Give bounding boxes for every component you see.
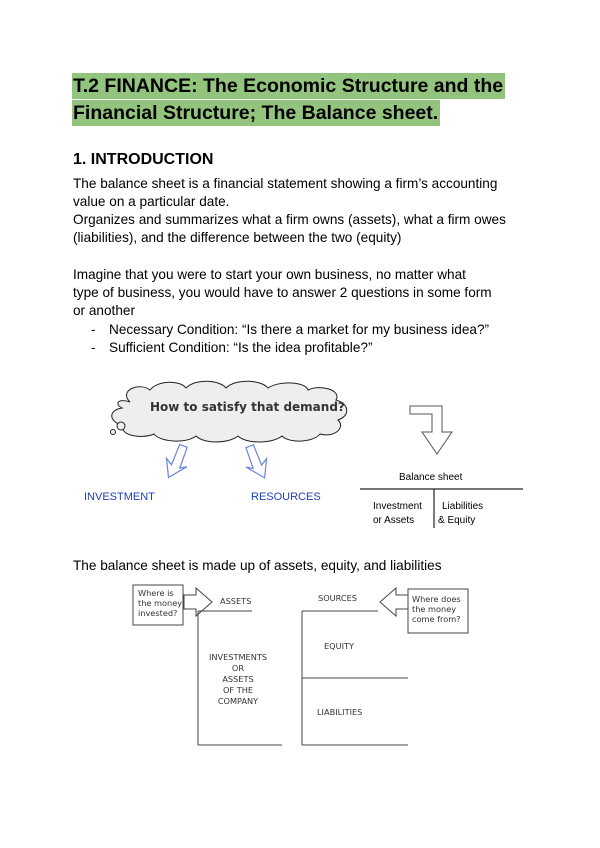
page-title-line-1: T.2 FINANCE: The Economic Structure and the — [73, 75, 504, 97]
paragraph-line: (liabilities), and the difference between the two (equity) — [73, 230, 402, 245]
balance-sheet-title: Balance sheet — [399, 472, 463, 483]
left-box-line: the money — [138, 598, 183, 608]
investments-line: OF THE — [222, 685, 254, 695]
investment-assets-line: or Assets — [373, 515, 415, 526]
resources-label: RESOURCES — [251, 491, 321, 503]
investments-line: INVESTMENTS — [208, 652, 268, 662]
investment-assets-line: Investment — [373, 501, 422, 512]
liabilities-label: LIABILITIES — [317, 707, 363, 717]
assets-sources-diagram — [0, 575, 600, 750]
page-title-line-2: Financial Structure; The Balance sheet. — [73, 102, 439, 124]
sources-label: SOURCES — [318, 593, 358, 603]
paragraph-line: value on a particular date. — [73, 194, 230, 209]
investments-line: ASSETS — [222, 674, 254, 684]
left-box-line: invested? — [138, 608, 178, 618]
bullet-text: Sufficient Condition: “Is the idea profitable?” — [109, 340, 373, 355]
arrow-down-left-icon — [160, 442, 194, 483]
right-box-line: Where does — [412, 594, 461, 604]
bullet-text: Necessary Condition: “Is there a market for my business idea?” — [109, 322, 490, 337]
equity-label: EQUITY — [324, 641, 355, 651]
left-box-line: Where is — [138, 588, 174, 598]
right-box-line: the money — [412, 604, 457, 614]
investments-line: COMPANY — [217, 696, 259, 706]
right-box-line: come from? — [412, 614, 461, 624]
liabilities-equity-line: & Equity — [438, 515, 476, 526]
cloud-text: How to satisfy that demand? — [150, 400, 345, 414]
bullet-dash: - — [91, 340, 96, 355]
section-heading: 1. INTRODUCTION — [73, 151, 214, 168]
paragraph-line: Organizes and summarizes what a firm owns (assets), what a firm owes — [73, 212, 506, 227]
investments-line: OR — [231, 663, 245, 673]
paragraph-line: or another — [73, 303, 135, 318]
assets-label: ASSETS — [220, 596, 252, 606]
investment-label: INVESTMENT — [84, 491, 155, 503]
arrow-down-right-icon — [239, 442, 273, 483]
bullet-dash: - — [91, 322, 96, 337]
diagram-caption: The balance sheet is made up of assets, equity, and liabilities — [73, 558, 442, 573]
paragraph-line: type of business, you would have to answer 2 questions in some form — [73, 285, 492, 300]
paragraph-line: Imagine that you were to start your own business, no matter what — [73, 267, 466, 282]
bent-arrow-icon — [410, 406, 452, 454]
paragraph-line: The balance sheet is a financial statement showing a firm’s accounting — [73, 176, 498, 191]
arrow-left-icon — [380, 588, 408, 616]
liabilities-equity-line: Liabilities — [442, 501, 484, 512]
cloud-tail-circle — [117, 422, 125, 430]
cloud-tail-circle — [111, 430, 116, 435]
